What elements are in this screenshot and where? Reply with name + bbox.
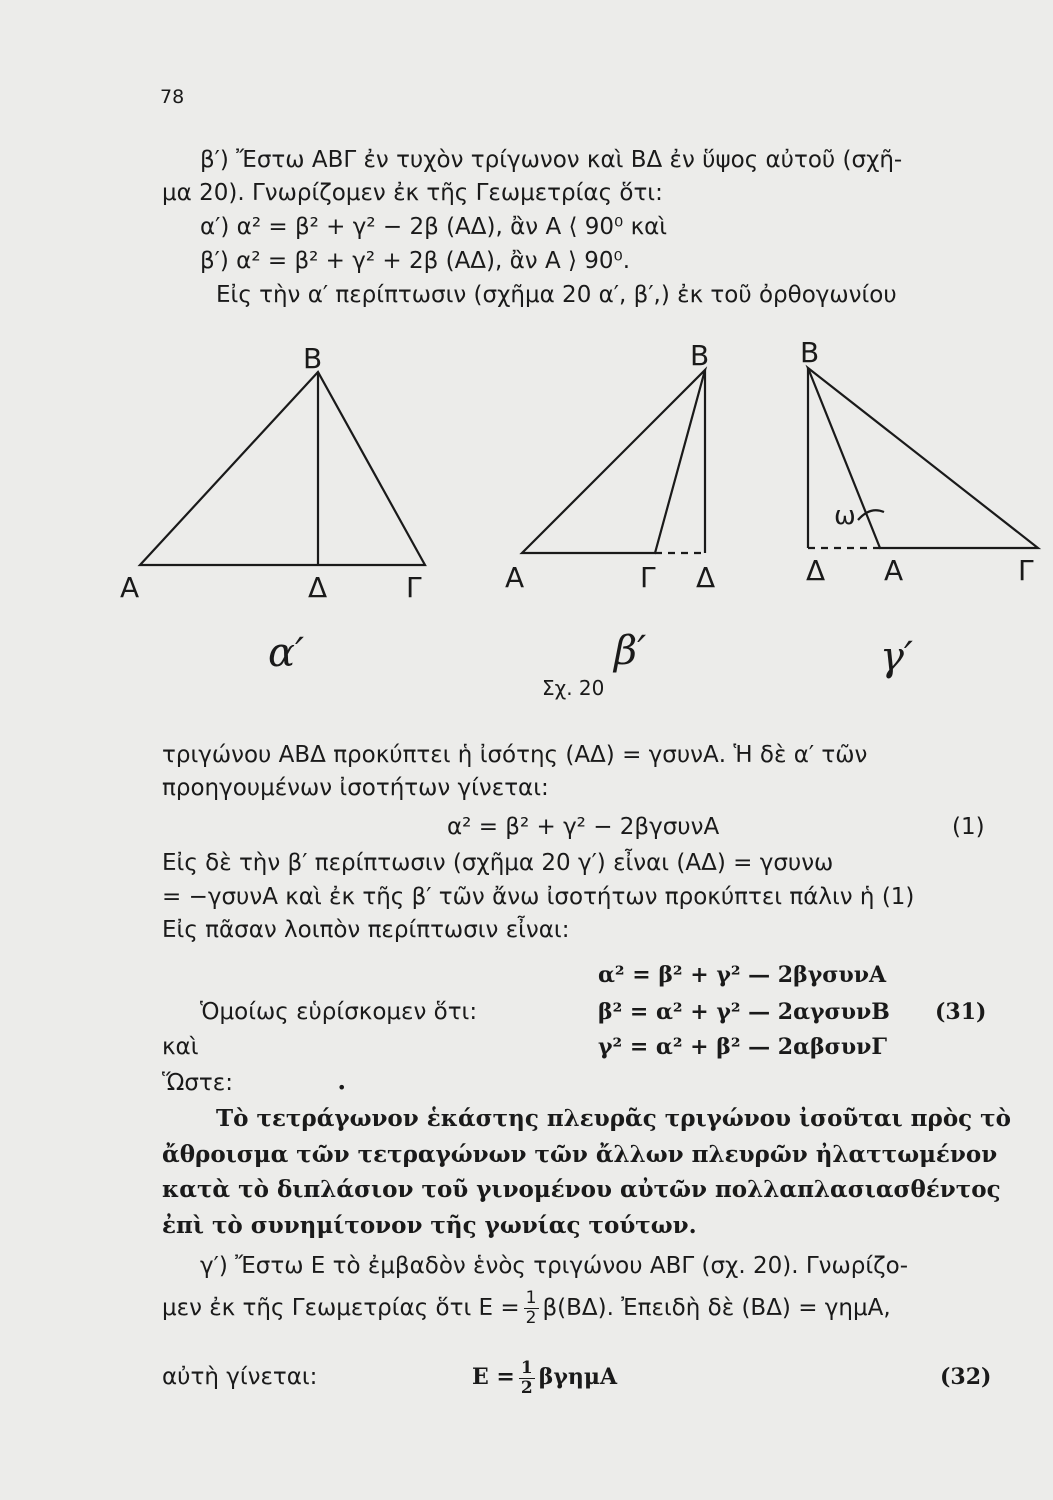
para1-line2: μα 20). Γνωρίζομεν ἐκ τῆς Γεωμετρίας ὅτι: <box>162 180 663 206</box>
triangle-b <box>522 370 705 553</box>
fig-c-foot-d: Δ <box>806 554 826 587</box>
fig-a-vertex-g: Γ <box>406 571 422 604</box>
fig-c-omega: ω <box>834 501 856 531</box>
area-formula <box>472 1350 617 1404</box>
fraction-denominator: 2 <box>525 1308 537 1328</box>
similarly-text: Ὁμοίως εὑρίσκομεν ὅτι: <box>200 999 478 1025</box>
area-formula-rhs: βγημΑ <box>538 1364 618 1390</box>
para3-line2-end: β(ΒΔ). Ἐπειδὴ δὲ (ΒΔ) = γημΑ, <box>542 1295 891 1321</box>
fig-a-foot-d: Δ <box>308 571 328 604</box>
page-number: 78 <box>160 86 185 108</box>
law-of-cosines-a: α² = β² + γ² — 2βγσυνΑ <box>598 962 887 988</box>
fraction-numerator: 1 <box>525 1288 537 1308</box>
figure-20 <box>0 320 1053 680</box>
therefore-text: Ὥστε: <box>162 1070 233 1096</box>
figure-caption: Σχ. 20 <box>542 676 605 700</box>
and-text: καὶ <box>162 1034 199 1060</box>
para3-line1: γ′) Ἔστω Ε τὸ ἐμβαδὸν ἑνὸς τριγώνου ΑΒΓ (σχ. 20). Γνωρίζο- <box>200 1253 909 1279</box>
theorem-line2: ἄθροισμα τῶν τετραγώνων τῶν ἄλλων πλευρῶν ἠλαττωμένον <box>162 1141 998 1168</box>
fig-c-label: γ′ <box>880 634 913 680</box>
fig-a-vertex-b: B <box>303 342 323 375</box>
theorem-line3: κατὰ τὸ διπλάσιον τοῦ γινομένου αὐτῶν πολλαπλασιασθέντος <box>162 1176 1001 1203</box>
area-fraction-denominator: 2 <box>520 1377 533 1398</box>
equation-1-number: (1) <box>952 814 985 840</box>
theorem-line1: Τὸ τετράγωνον ἑκάστης πλευρᾶς τριγώνου ἰσοῦται πρὸς τὸ <box>216 1105 1011 1132</box>
para1-line1: β′) Ἔστω ΑΒΓ ἐν τυχὸν τρίγωνον καὶ ΒΔ ἐν ὕψος αὐτοῦ (σχῆ- <box>200 147 903 173</box>
para1-line5: Εἰς τὴν α′ περίπτωσιν (σχῆμα 20 α′, β′,) ἐκ τοῦ ὀρθογωνίου <box>216 282 897 308</box>
law-of-cosines-b: β² = α² + γ² — 2αγσυνΒ <box>598 999 890 1025</box>
law-of-cosines-g: γ² = α² + β² — 2αβσυνΓ <box>598 1034 888 1060</box>
fig-b-foot-d: Δ <box>696 561 716 594</box>
fig-b-vertex-g: Γ <box>640 561 656 594</box>
triangle-a-outline <box>140 372 425 565</box>
area-fraction-numerator: 1 <box>520 1357 533 1378</box>
area-fraction <box>519 1357 535 1398</box>
angle-omega-arc <box>858 510 884 520</box>
area-formula-lhs: Ε = <box>472 1364 515 1390</box>
equation-1: α² = β² + γ² − 2βγσυνΑ <box>447 814 720 840</box>
fig-a-vertex-a: A <box>120 571 140 604</box>
fig-a-label: α′ <box>268 630 305 676</box>
equation-32-number: (32) <box>940 1364 992 1390</box>
para2-line1: τριγώνου ΑΒΔ προκύπτει ἡ ἰσότης (ΑΔ) = γσυνΑ. Ἡ δὲ α′ τῶν <box>162 742 868 768</box>
para1-line4: β′) α² = β² + γ² + 2β (ΑΔ), ἂν Α ⟩ 90⁰. <box>200 248 631 274</box>
para3-line3: αὐτὴ γίνεται: <box>162 1364 318 1390</box>
para3-line2 <box>162 1286 891 1330</box>
para2-line3: Εἰς δὲ τὴν β′ περίπτωσιν (σχῆμα 20 γ′) εἶναι (ΑΔ) = γσυνω <box>162 850 834 876</box>
fig-c-vertex-a: A <box>884 554 904 587</box>
fig-b-label: β′ <box>614 628 647 674</box>
triangle-a <box>140 372 425 565</box>
triangle-b-outline <box>522 370 705 553</box>
para2-line4: = −γσυνΑ καὶ ἐκ τῆς β′ τῶν ἄνω ἰσοτήτων προκύπτει πάλιν ἡ (1) <box>162 884 915 910</box>
fraction-one-half <box>524 1290 539 1327</box>
para3-line2-start: μεν ἐκ τῆς Γεωμετρίας ὅτι Ε = <box>162 1295 520 1321</box>
fig-b-vertex-b: B <box>690 339 710 372</box>
fig-c-vertex-b: B <box>800 336 820 369</box>
para2-line5: Εἰς πᾶσαν λοιπὸν περίπτωσιν εἶναι: <box>162 917 570 943</box>
para1-line3: α′) α² = β² + γ² − 2β (ΑΔ), ἂν Α ⟨ 90⁰ καὶ <box>200 214 668 240</box>
fig-c-vertex-g: Γ <box>1018 554 1034 587</box>
fig-b-vertex-a: A <box>505 561 525 594</box>
equation-31-number: (31) <box>935 999 987 1025</box>
theorem-line4: ἐπὶ τὸ συνημίτονον τῆς γωνίας τούτων. <box>162 1212 697 1239</box>
bullet-dot: • <box>337 1078 347 1097</box>
para2-line2: προηγουμένων ἰσοτήτων γίνεται: <box>162 775 549 801</box>
